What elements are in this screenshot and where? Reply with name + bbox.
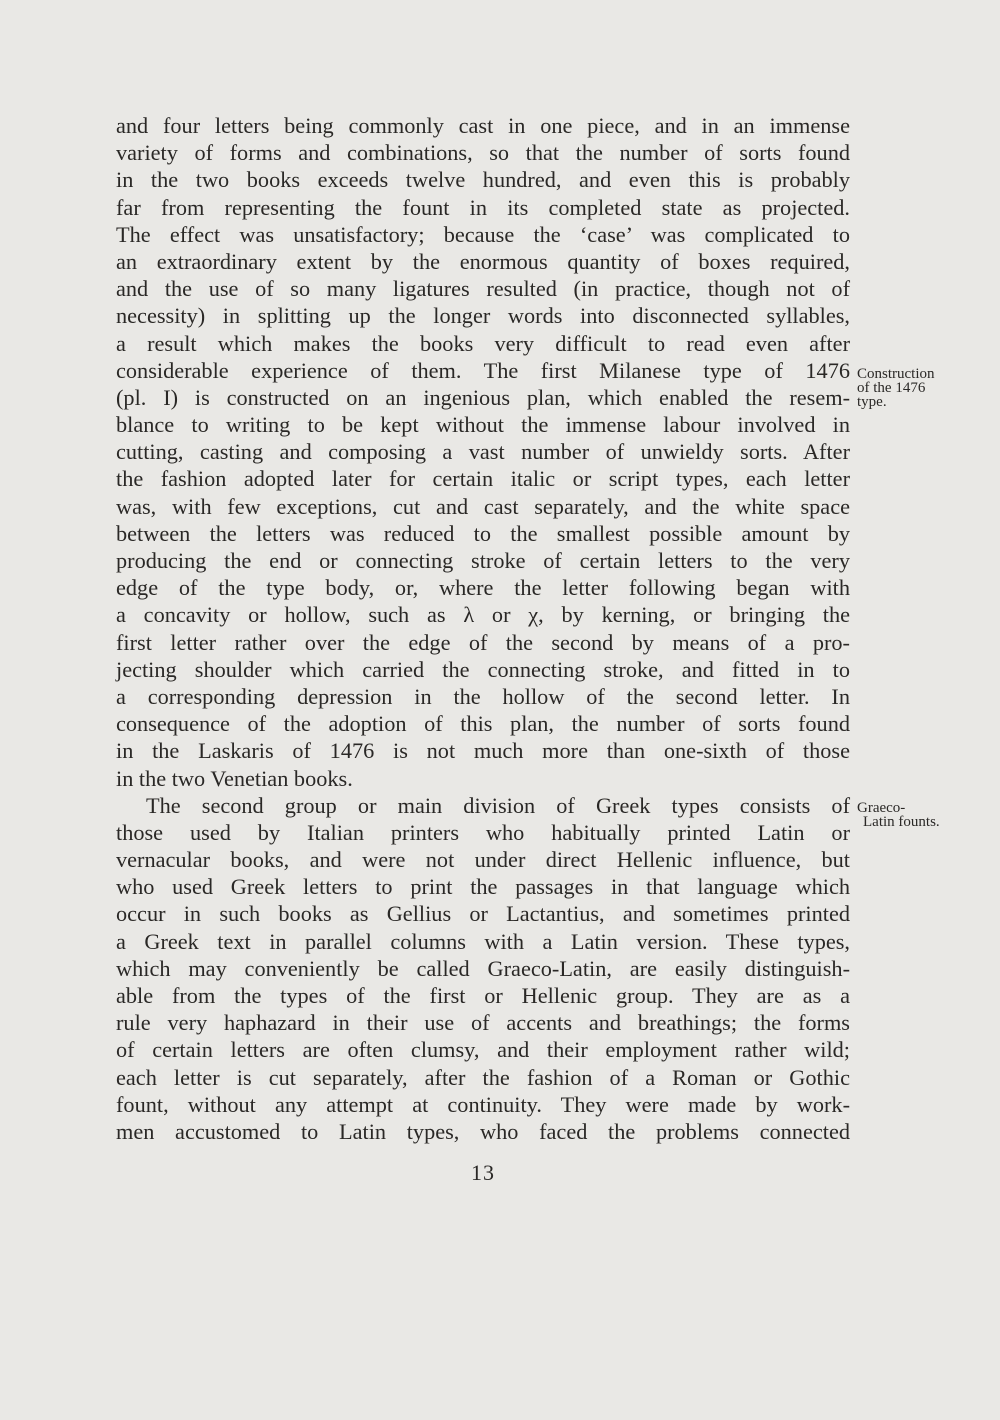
text-line: blance to writing to be kept without the immense labour involved in [116, 412, 850, 438]
text-line: fount, without any attempt at continuity. They were made by work- [116, 1091, 850, 1117]
text-line: was, with few exceptions, cut and cast separately, and the white space [116, 493, 850, 519]
text-line: in the two Venetian books. [116, 765, 353, 791]
text-line: a result which makes the books very difficult to read even after [116, 330, 850, 356]
text-line: an extraordinary extent by the enormous quantity of boxes required, [116, 248, 850, 274]
text-line: men accustomed to Latin types, who faced the problems connected [116, 1118, 850, 1144]
text-line: who used Greek letters to print the passages in that language which [116, 874, 850, 900]
text-line: occur in such books as Gellius or Lactantius, and sometimes printed [116, 901, 850, 927]
body-text [116, 112, 850, 1145]
side-note-line: Graeco- [857, 800, 906, 816]
text-line: far from representing the fount in its completed state as projected. [116, 194, 850, 220]
text-line: consequence of the adoption of this plan, the number of sorts found [116, 711, 850, 737]
text-line: each letter is cut separately, after the fashion of a Roman or Gothic [116, 1064, 850, 1090]
text-line: a concavity or hollow, such as λ or χ, by kerning, or bringing the [116, 602, 850, 628]
text-line: The second group or main division of Greek types consists of [146, 792, 850, 818]
text-line: variety of forms and combinations, so that the number of sorts found [116, 140, 850, 166]
text-line: and the use of so many ligatures resulted (in practice, though not of [116, 276, 850, 302]
text-line: The effect was unsatisfactory; because the ‘case’ was complicated to [116, 221, 850, 247]
text-line: vernacular books, and were not under direct Hellenic influence, but [116, 847, 850, 873]
text-line: of certain letters are often clumsy, and their employment rather wild; [116, 1037, 850, 1063]
text-line: and four letters being commonly cast in one piece, and in an immense [116, 113, 850, 138]
side-note-line: Latin founts. [863, 814, 940, 830]
page-number: 13 [471, 1160, 495, 1185]
text-line: necessity) in splitting up the longer words into disconnected syllables, [116, 303, 850, 329]
text-line: rule very haphazard in their use of accents and breathings; the forms [116, 1010, 850, 1036]
text-line: (pl. I) is constructed on an ingenious plan, which enabled the resem- [116, 384, 850, 410]
side-note-graeco-latin [857, 801, 987, 829]
text-line: able from the types of the first or Hellenic group. They are as a [116, 983, 850, 1008]
text-line: the fashion adopted later for certain italic or script types, each letter [116, 466, 850, 492]
side-note-line: Construction [857, 366, 935, 382]
text-line: first letter rather over the edge of the second by means of a pro- [116, 629, 850, 655]
text-line: which may conveniently be called Graeco-Latin, are easily distinguish- [116, 955, 850, 981]
text-line: a Greek text in parallel columns with a Latin version. These types, [116, 928, 850, 954]
side-note-construction [857, 367, 987, 409]
text-line: considerable experience of them. The first Milanese type of 1476 [116, 357, 850, 383]
text-line: in the Laskaris of 1476 is not much more than one-sixth of those [116, 738, 850, 764]
text-line: those used by Italian printers who habitually printed Latin or [116, 819, 850, 845]
text-line: jecting shoulder which carried the connecting stroke, and fitted in to [116, 656, 850, 682]
text-line: producing the end or connecting stroke of certain letters to the very [116, 548, 850, 573]
text-line: a corresponding depression in the hollow of the second letter. In [116, 683, 850, 709]
side-note-line: of the 1476 [857, 380, 926, 396]
text-line: cutting, casting and composing a vast number of unwieldy sorts. After [116, 439, 850, 465]
text-line: in the two books exceeds twelve hundred, and even this is probably [116, 167, 850, 193]
text-line: edge of the type body, or, where the letter following began with [116, 575, 850, 601]
text-line: between the letters was reduced to the smallest possible amount by [116, 520, 850, 546]
side-note-line: type. [857, 394, 887, 410]
